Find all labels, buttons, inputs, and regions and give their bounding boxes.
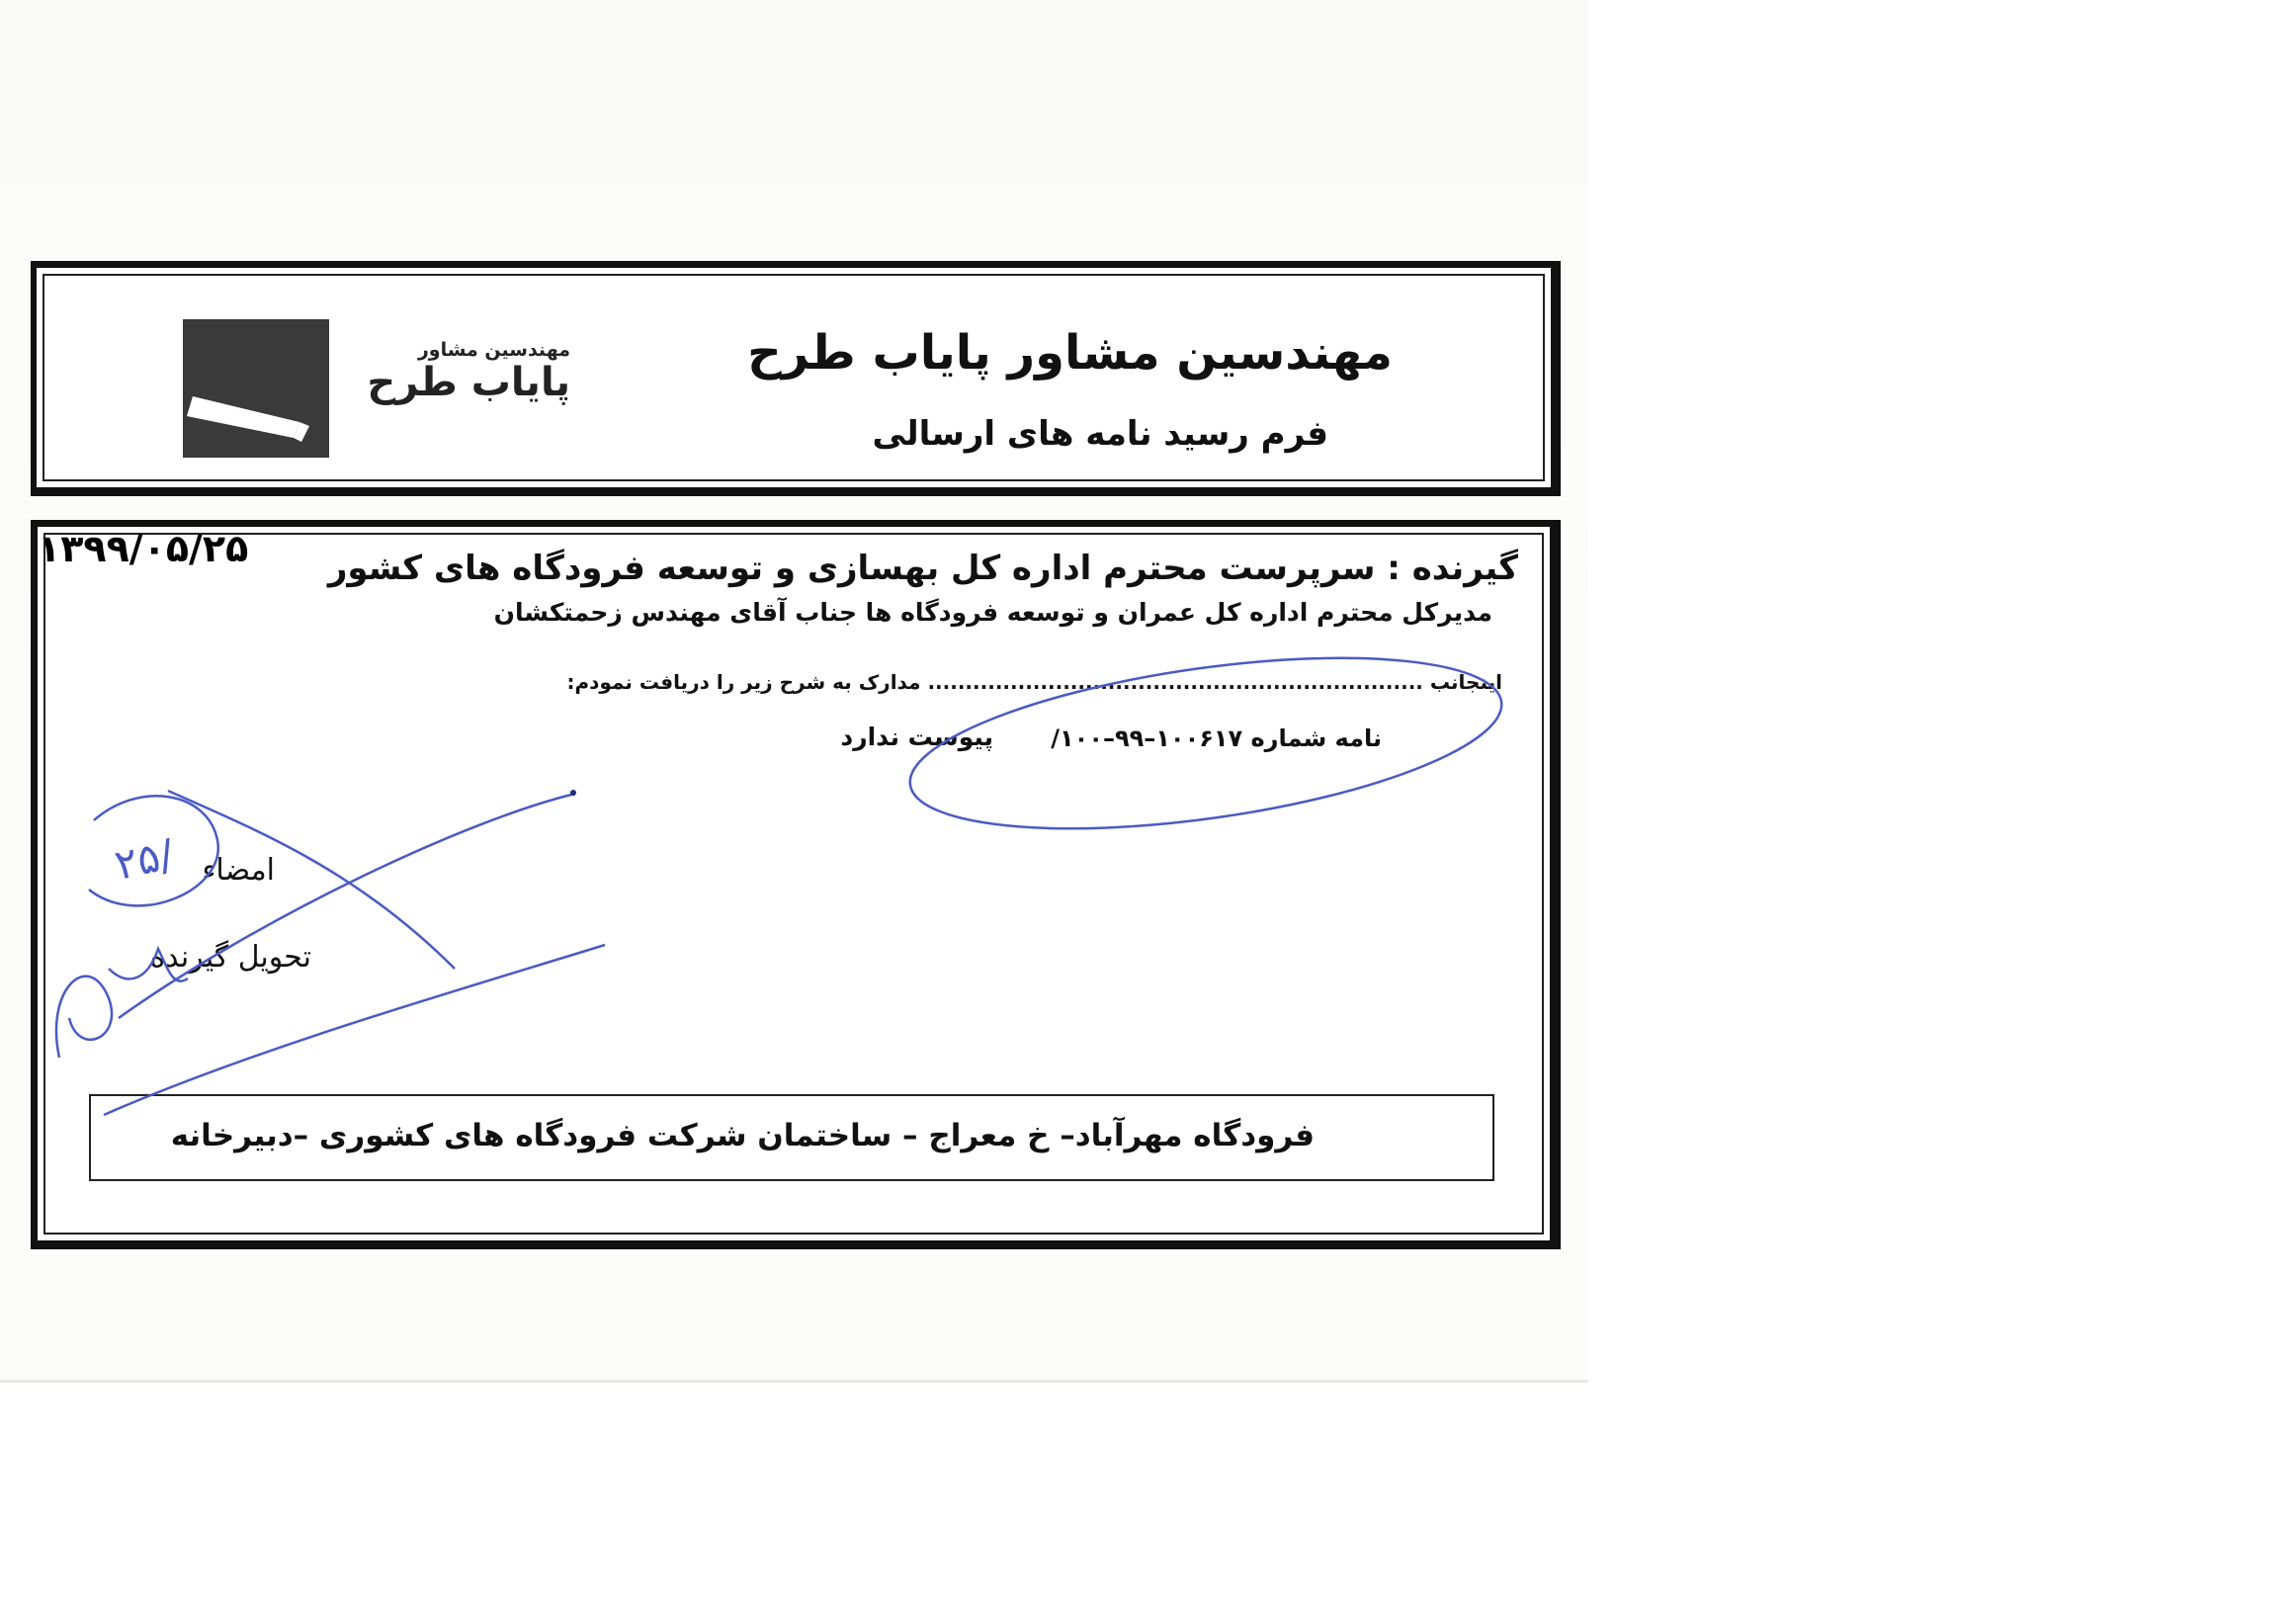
signature-label: امضاء bbox=[202, 853, 275, 888]
addressee-line: مدیرکل محترم اداره کل عمران و توسعه فرودگاه ها جناب آقای مهندس زحمتکشان bbox=[493, 598, 1492, 627]
address-box bbox=[89, 1094, 1494, 1181]
receipt-date: ۱۳۹۹/۰۵/۲۵ bbox=[38, 527, 249, 570]
company-title: مهندسین مشاور پایاب طرح bbox=[747, 325, 1393, 381]
scan-bottom-edge bbox=[0, 1380, 1588, 1383]
attachment-status: پیوست ندارد bbox=[840, 723, 993, 751]
letter-number: نامه شماره ۱۰۰۶۱۷–۹۹–۱۰۰/ bbox=[1051, 724, 1382, 752]
form-title: فرم رسید نامه های ارسالی bbox=[872, 414, 1328, 454]
scan-margin-top bbox=[0, 0, 1588, 184]
logo-subtitle: مهندسین مشاور bbox=[417, 339, 570, 361]
logo-wordmark bbox=[345, 339, 570, 404]
company-logo-icon bbox=[183, 319, 329, 458]
letterhead-box bbox=[31, 261, 1561, 496]
address-text: فرودگاه مهرآباد– خ معراج – ساختمان شرکت فرودگاه های کشوری –دبیرخانه bbox=[170, 1118, 1315, 1153]
signature-number: ۲۵/ bbox=[110, 829, 179, 890]
receipt-statement: اینجانب .................................................................. مدارک به شرح زیر را دریافت نمودم: bbox=[566, 670, 1502, 694]
recipient-line: گیرنده : سرپرست محترم اداره کل بهسازی و توسعه فرودگاه های کشور bbox=[327, 549, 1518, 588]
delivery-label: تحویل گیرنده bbox=[149, 940, 311, 975]
receipt-body-box bbox=[31, 520, 1561, 1249]
logo-name: پایاب طرح bbox=[367, 360, 570, 405]
